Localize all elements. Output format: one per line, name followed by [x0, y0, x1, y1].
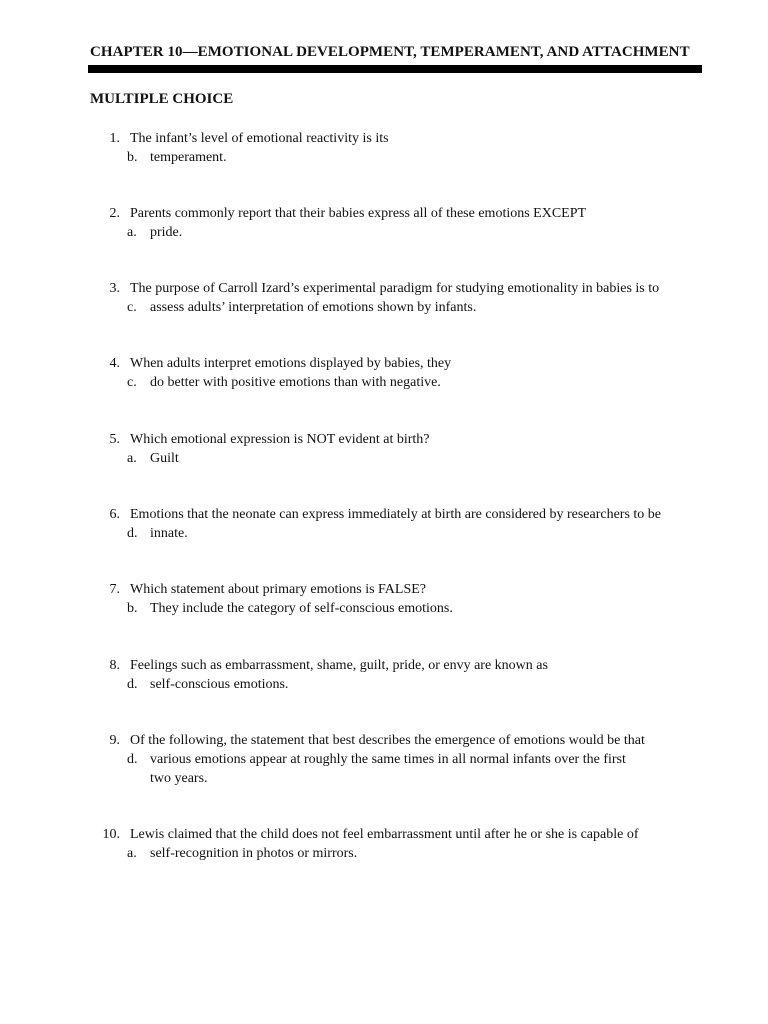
answer-letter: d.	[127, 677, 138, 692]
answer-letter: d.	[127, 752, 138, 767]
answer-letter: b.	[127, 601, 138, 616]
question-number: 2.	[109, 206, 120, 221]
question-number: 9.	[109, 733, 120, 748]
question-stem: When adults interpret emotions displayed by babies, they	[130, 356, 452, 371]
answer-text: self-recognition in photos or mirrors.	[150, 846, 358, 861]
question-number: 10.	[102, 827, 120, 842]
question-number: 4.	[109, 356, 120, 371]
question-number: 8.	[109, 658, 120, 673]
question-stem: Feelings such as embarrassment, shame, guilt, pride, or envy are known as	[130, 658, 548, 673]
answer-letter: a.	[127, 846, 137, 861]
question-stem: The infant’s level of emotional reactivity is its	[130, 131, 389, 146]
question-number: 3.	[109, 281, 120, 296]
answer-letter: a.	[127, 451, 137, 466]
chapter-title: CHAPTER 10—EMOTIONAL DEVELOPMENT, TEMPERAMENT, AND ATTACHMENT	[90, 44, 690, 60]
section-heading: MULTIPLE CHOICE	[90, 91, 234, 107]
answer-text: innate.	[150, 526, 188, 541]
answer-text: pride.	[150, 225, 183, 240]
title-rule	[88, 65, 702, 73]
answer-text: assess adults’ interpretation of emotions shown by infants.	[150, 300, 477, 315]
question-stem: Which emotional expression is NOT evident at birth?	[130, 432, 430, 447]
question-stem: Parents commonly report that their babies express all of these emotions EXCEPT	[130, 206, 587, 221]
answer-text: do better with positive emotions than with negative.	[150, 375, 441, 390]
question-stem: The purpose of Carroll Izard’s experimental paradigm for studying emotionality in babies is to	[130, 281, 660, 296]
answer-text: various emotions appear at roughly the same times in all normal infants over the first two years.	[150, 752, 626, 786]
question-stem: Emotions that the neonate can express immediately at birth are considered by researchers to be	[130, 507, 662, 522]
question-stem: Of the following, the statement that best describes the emergence of emotions would be that	[130, 733, 645, 748]
answer-letter: d.	[127, 526, 138, 541]
answer-letter: a.	[127, 225, 137, 240]
question-number: 5.	[109, 432, 120, 447]
answer-letter: c.	[127, 375, 137, 390]
answer-text: self-conscious emotions.	[150, 677, 289, 692]
answer-letter: c.	[127, 300, 137, 315]
question-number: 1.	[109, 131, 120, 146]
question-stem: Which statement about primary emotions is FALSE?	[130, 582, 427, 597]
answer-text: They include the category of self-conscious emotions.	[150, 601, 453, 616]
question-number: 6.	[109, 507, 120, 522]
question-number: 7.	[109, 582, 120, 597]
answer-text: temperament.	[150, 150, 227, 165]
answer-letter: b.	[127, 150, 138, 165]
question-stem: Lewis claimed that the child does not feel embarrassment until after he or she is capable of	[130, 827, 639, 842]
answer-text: Guilt	[150, 451, 179, 466]
